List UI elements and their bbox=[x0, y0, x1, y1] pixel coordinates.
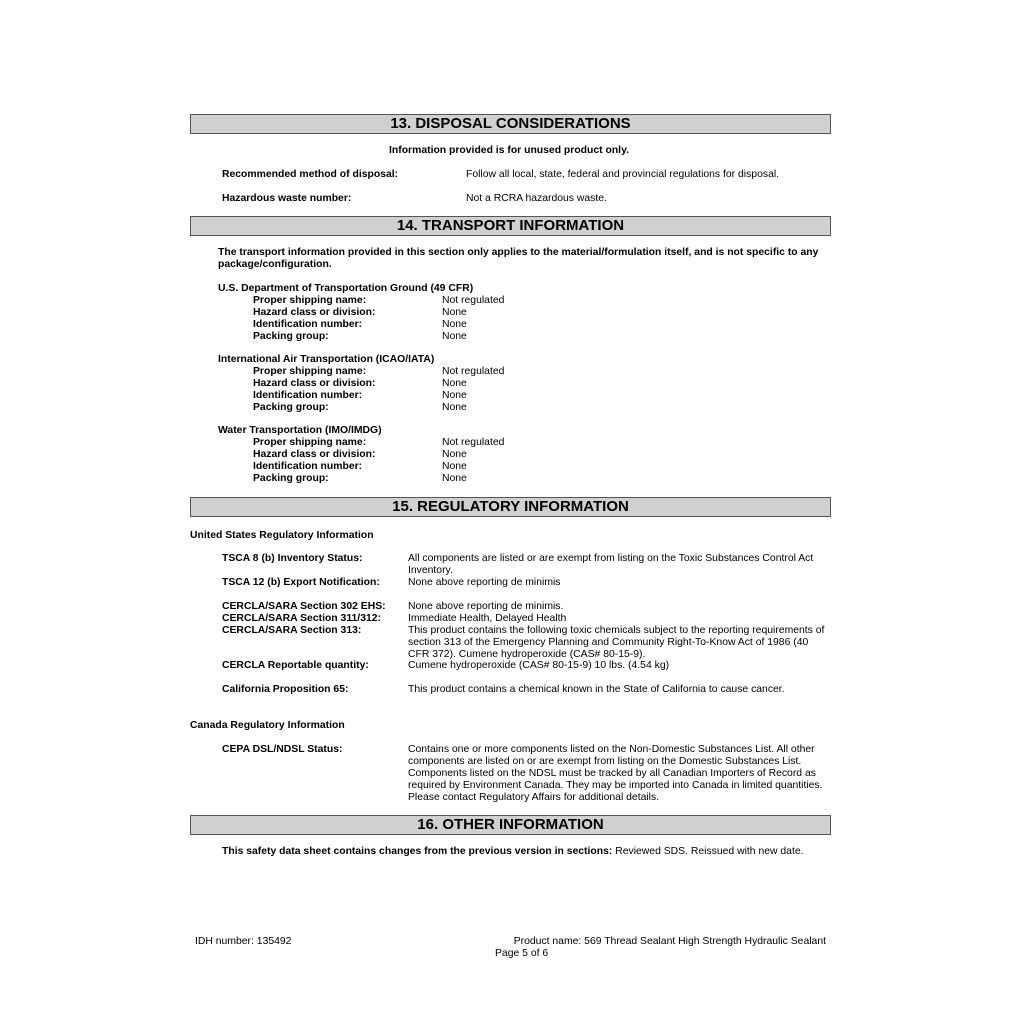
regulatory-label: TSCA 12 (b) Export Notification: bbox=[222, 577, 380, 588]
changes-label: This safety data sheet contains changes from the previous version in sections: bbox=[222, 846, 613, 857]
value-line: This product contains the following toxic chemicals subject to the reporting requirements of bbox=[408, 625, 825, 636]
disposal-note: Information provided is for unused product only. bbox=[389, 145, 629, 156]
section-14-header: 14. TRANSPORT INFORMATION bbox=[190, 216, 831, 236]
regulatory-value bbox=[408, 744, 823, 804]
value-line: components are listed on or are exempt from listing on the Domestic Substances List. bbox=[408, 756, 802, 767]
transport-group-title: U.S. Department of Transportation Ground (49 CFR) bbox=[218, 283, 474, 294]
transport-field-label: Proper shipping name: bbox=[253, 366, 367, 377]
transport-field-value: None bbox=[442, 402, 467, 413]
transport-field-value: None bbox=[442, 378, 467, 389]
value-line: Inventory. bbox=[408, 565, 453, 576]
transport-field-label: Identification number: bbox=[253, 390, 363, 401]
value-line: Components listed on the NDSL must be tracked by all Canadian Importers of Record as bbox=[408, 768, 816, 779]
intro-line: package/configuration. bbox=[218, 259, 332, 270]
transport-field-value: Not regulated bbox=[442, 295, 505, 306]
transport-field-value: Not regulated bbox=[442, 366, 505, 377]
transport-field-label: Packing group: bbox=[253, 473, 329, 484]
disposal-method-label: Recommended method of disposal: bbox=[222, 169, 399, 180]
us-regulatory-title: United States Regulatory Information bbox=[190, 530, 374, 541]
transport-intro bbox=[218, 247, 818, 271]
value-line: None above reporting de minimis bbox=[408, 577, 561, 588]
section-15-header: 15. REGULATORY INFORMATION bbox=[190, 497, 831, 517]
regulatory-value bbox=[408, 625, 824, 661]
value-line: section 313 of the Emergency Planning and Community Right-To-Know Act of 1986 (40 bbox=[408, 637, 809, 648]
value-line: All components are listed or are exempt from listing on the Toxic Substances Control Act bbox=[408, 553, 814, 564]
regulatory-label: CERCLA Reportable quantity: bbox=[222, 660, 369, 671]
waste-number-value: Not a RCRA hazardous waste. bbox=[466, 193, 607, 204]
transport-field-label: Hazard class or division: bbox=[253, 307, 376, 318]
transport-field-label: Identification number: bbox=[253, 461, 363, 472]
transport-field-value: Not regulated bbox=[442, 437, 505, 448]
transport-field-label: Identification number: bbox=[253, 319, 363, 330]
canada-regulatory-title: Canada Regulatory Information bbox=[190, 720, 345, 731]
transport-field-label: Hazard class or division: bbox=[253, 378, 376, 389]
waste-number-label: Hazardous waste number: bbox=[222, 193, 352, 204]
regulatory-label: TSCA 8 (b) Inventory Status: bbox=[222, 553, 363, 564]
disposal-method-value: Follow all local, state, federal and provincial regulations for disposal. bbox=[466, 169, 780, 180]
changes-note bbox=[222, 846, 804, 858]
transport-field-label: Packing group: bbox=[253, 402, 329, 413]
value-line: None above reporting de minimis. bbox=[408, 601, 564, 612]
transport-group-title: International Air Transportation (ICAO/IATA) bbox=[218, 354, 435, 365]
transport-field-value: None bbox=[442, 461, 467, 472]
page-number: Page 5 of 6 bbox=[495, 948, 549, 959]
transport-field-label: Packing group: bbox=[253, 331, 329, 342]
changes-value: Reviewed SDS. Reissued with new date. bbox=[612, 846, 804, 857]
value-line: required by Environment Canada. They may be imported into Canada in limited quantities. bbox=[408, 780, 823, 791]
transport-field-value: None bbox=[442, 390, 467, 401]
value-line: Cumene hydroperoxide (CAS# 80-15-9) 10 lbs. (4.54 kg) bbox=[408, 660, 670, 671]
regulatory-value bbox=[408, 601, 563, 613]
regulatory-label: CERCLA/SARA Section 311/312: bbox=[222, 613, 381, 624]
section-16-header: 16. OTHER INFORMATION bbox=[190, 815, 831, 835]
regulatory-value bbox=[408, 660, 669, 672]
transport-field-label: Proper shipping name: bbox=[253, 437, 367, 448]
product-name: Product name: 569 Thread Sealant High Strength Hydraulic Sealant bbox=[513, 936, 826, 947]
regulatory-label: CEPA DSL/NDSL Status: bbox=[222, 744, 343, 755]
value-line: This product contains a chemical known in the State of California to cause cancer. bbox=[408, 684, 785, 695]
transport-group-title: Water Transportation (IMO/IMDG) bbox=[218, 425, 382, 436]
transport-field-value: None bbox=[442, 319, 467, 330]
regulatory-label: California Proposition 65: bbox=[222, 684, 349, 695]
idh-number: IDH number: 135492 bbox=[195, 936, 292, 947]
transport-field-label: Proper shipping name: bbox=[253, 295, 367, 306]
regulatory-value bbox=[408, 684, 785, 696]
value-line: Immediate Health, Delayed Health bbox=[408, 613, 567, 624]
value-line: Contains one or more components listed on the Non-Domestic Substances List. All other bbox=[408, 744, 815, 755]
transport-field-value: None bbox=[442, 449, 467, 460]
regulatory-value bbox=[408, 613, 566, 625]
regulatory-value bbox=[408, 577, 560, 589]
section-13-header: 13. DISPOSAL CONSIDERATIONS bbox=[190, 114, 831, 134]
transport-field-value: None bbox=[442, 307, 467, 318]
transport-field-value: None bbox=[442, 331, 467, 342]
transport-field-value: None bbox=[442, 473, 467, 484]
regulatory-label: CERCLA/SARA Section 313: bbox=[222, 625, 362, 636]
transport-field-label: Hazard class or division: bbox=[253, 449, 376, 460]
intro-line: The transport information provided in this section only applies to the material/formulation itself, and is not specific to any bbox=[218, 247, 819, 258]
value-line: Please contact Regulatory Affairs for additional details. bbox=[408, 792, 660, 803]
regulatory-label: CERCLA/SARA Section 302 EHS: bbox=[222, 601, 386, 612]
regulatory-value bbox=[408, 553, 813, 577]
value-line: CFR 372). Cumene hydroperoxide (CAS# 80-15-9). bbox=[408, 649, 646, 660]
